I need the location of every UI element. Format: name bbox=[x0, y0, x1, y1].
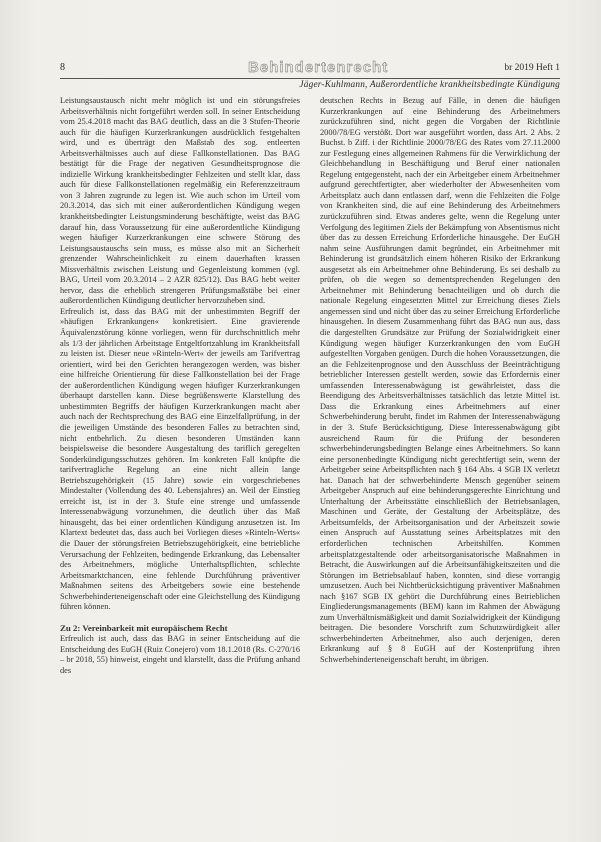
left-column bbox=[60, 96, 300, 677]
page-number: 8 bbox=[60, 62, 65, 73]
issue-label: br 2019 Heft 1 bbox=[504, 63, 560, 73]
section-heading: Zu 2: Vereinbarkeit mit europäischem Recht bbox=[60, 622, 228, 633]
article-running-title: Jäger-Kuhlmann, Außerordentliche krankheitsbedingte Kündigung bbox=[299, 80, 560, 90]
paragraph: deutschen Rechts in Bezug auf Fälle, in denen die häufigen Kurzerkrankungen auf eine Behinderung des Arbeitnehmers zurückzuführen sind, nicht gegen die Vorgaben der Richtlinie 2000/78/EG verstößt. Dort war ausgeführt worden, dass Art. 2 Abs. 2 Buchst. b Ziff. i der Richtlinie 2000/78/EG des Rates vom 27.11.2000 zur Festlegung eines allgemeinen Rahmens für die Verwirklichung der Gleichbehandlung in Beschäftigung und Beruf einer nationalen Regelung entgegensteht, nach der ein Arbeitgeber einem Arbeitnehmer aufgrund gerechtfertigter, aber wiederholter der Abwesenheiten vom Arbeitsplatz auch dann entlassen darf, wenn die Fehlzeiten die Folge von Krankheiten sind, die auf eine Behinderung des Arbeitnehmers zurückzuführen sind. Etwas anderes gelte, wenn die Regelung unter Verfolgung des legitimen Ziels der Bekämpfung von Absentismus nicht über das zu dessen Erreichung Erforderliche hinausgehe. Der EuGH nahm seine Ausführungen damit begründet, ein Arbeitnehmer mit Behinderung ist grundsätzlich einem höheren Risiko der Erkrankung ausgesetzt als ein Arbeitnehmer ohne Behinderung. Es sei deshalb zu prüfen, ob die wegen so dementsprechenden Regelungen den Arbeitnehmer mit Behinderung benachteiligen und ob durch die nationale Regelung eingesetzten Mittel zur Erreichung dieses Ziels angemessen sind und nicht über das zu seiner Erreichung Erforderliche hinausgehen. In diesem Zusammenhang führt das BAG nun aus, dass die dargestellten Grundsätze zur Prüfung der Sozialwidrigkeit einer Kündigung wegen häufiger Kurzerkrankungen den vom EuGH aufgestellten Vorgaben genügen. Durch die hohen Voraussetzungen, die an die Fehlzeitenprognose und den Ausschluss der Beeinträchtigung betrieblicher Interessen gestellt werden, sowie das Erfordernis einer umfassenden Interessenabwägung ist gewährleistet, dass die Beendigung des Arbeitsverhältnisses tatsächlich das letzte Mittel ist. Dass die Erkrankung eines Arbeitnehmers auf einer Schwerbehinderung beruht, findet im Rahmen der Interessenabwägung in der 3. Stufe Berücksichtigung. Diese Interessenabwägung gibt ausreichend Raum für die Prüfung der besonderen schwerbehinderungsbedingten Belange eines Arbeitnehmers. So kann eine personenbedingte Kündigung nicht gerechtfertigt sein, wenn der Arbeitgeber seine Arbeitspflichten nach § 164 Abs. 4 SGB IX verletzt hat. Danach hat der schwerbehinderte Mensch gegenüber seinem Arbeitgeber Anspruch auf eine behinderungsgerechte Einrichtung und Unterhaltung der Arbeitsstätte einschließlich der Betriebsanlagen, Maschinen und Geräte, der Gestaltung der Arbeitsplätze, des Arbeitsumfelds, der Arbeitsorganisation und der Arbeitszeit sowie einen Anspruch auf Ausstattung seines Arbeitsplatzes mit den erforderlichen technischen Arbeitshilfen. Kommen arbeitsplatzgestaltende oder arbeitsorganisatorische Maßnahmen in Betracht, die Auswirkungen auf die Arbeitsunfähigkeitszeiten und die Störungen im Betriebsablauf haben, konnten, sind diese vorrangig umzusetzen. Auch bei Nichtberücksichtigung präventiver Maßnahmen nach §167 SGB IX gehört die Durchführung eines Betrieblichen Eingliederungsmanagements (BEM) kann im Rahmen der Abwägung zum Unverhältnismäßigkeit und damit Sozialwidrigkeit der Kündigung beitragen. Die besondere Vorschrift zum Schutzwürdigkeit aller schwerbehinderten Arbeitnehmer, also auch derjenigen, deren Erkrankung auf § 8 EuGH auf der Kostenprüfung ihren Schwerbehinderteneigenschaft beruht, im übrigen. bbox=[320, 96, 560, 664]
paragraph: Leistungsaustausch nicht mehr möglich ist und ein störungsfreies Arbeitsverhältnis nicht fortgeführt werden soll. In seiner Entscheidung vom 25.4.2018 macht das BAG deutlich, dass an die 3 Stufen-Theorie auch für die häufigen Kurzerkrankungen ausdrücklich festgehalten wird, und es überträgt den Maßstab des sog. entleerten Arbeitsverhältnisses auch auf diese Fallkonstellationen. Das BAG bestätigt für die Frage der negativen Gesundheitsprognose die indizielle Wirkung krankheitsbedingter Fehlzeiten und stellt klar, dass auch für diese Fallkonstellationen regelmäßig ein Referenzzeitraum von 3 Jahren zugrunde zu legen ist. Wie auch schon im Urteil vom 20.3.2014, das sich mit einer außerordentlichen Kündigung wegen krankheitsbedingter Leistungsminderung beschäftigte, weist das BAG darauf hin, dass Voraussetzung für eine außerordentliche Kündigung wegen häufiger Kurzerkrankungen eine schwere Störung des Leistungsaustauschs sein muss, es müsse also mit an Sicherheit grenzender Wahrscheinlichkeit zu einem dauerhaften krassen Missverhältnis zwischen Leistung und Gegenleistung kommen (vgl. BAG, Urteil vom 20.3.2014 – 2 AZR 825/12). Das BAG hebt weiter hervor, dass die erheblich strengeren Prüfungsmaßstäbe bei einer außerordentlichen Kündigung deutlicher hervorzuheben sind. bbox=[60, 96, 300, 306]
paragraph: Erfreulich ist auch, dass das BAG in seiner Entscheidung auf die Entscheidung des EuGH (Ruiz Conejero) vom 18.1.2018 (Rs. C-270/16 – br 2018, 55) hinweist, eingeht und klarstellt, dass die Prüfung anhand des bbox=[60, 634, 300, 675]
page-header bbox=[60, 59, 560, 79]
right-column bbox=[320, 96, 560, 666]
journal-title: Behindertenrecht bbox=[248, 59, 389, 76]
paragraph: Erfreulich ist, dass das BAG mit der unbestimmten Begriff der »häufigen Erkrankungen« konkretisiert. Eine gravierende Äquivalenzstörung könne vorliegen, wenn für durchschnittlich mehr als 1/3 der jährlichen Arbeitstage Entgeltfortzahlung im Krankheitsfall zu leisten ist. Dieser neue »Rinteln-Wert« der jeweils am Tarifvertrag orientiert, wird bei den Gerichten herangezogen werden, was bisher eine hilfreiche Orientierung für diese Fallkonstellation bei der Frage der außerordentlichen Kündigung wegen häufiger Kurzerkrankungen überhaupt darstellen kann. Diese begrüßenswerte Klarstellung des unbestimmten Begriffs der häufigen Kurzerkrankungen macht aber auch nach der Rechtsprechung des BAG eine Einzelfallprüfung, in der die jeweiligen Umstände des besonderen Falles zu betrachten sind, nicht entbehrlich. Zu diesen besonderen Umständen kann beispielsweise die besondere Ausgestaltung des tariflich geregelten Sonderkündigungsschutzes gehören. Im konkreten Fall knüpfte die tarifvertragliche Regelung an eine nicht allein lange Betriebszugehörigkeit (15 Jahre) sowie ein vorgeschriebenes Mindestalter (Vollendung des 40. Lebensjahres) an. Weil der Einstieg erreicht ist, ist in der 3. Stufe eine strenge und umfassende Interessenabwägung vorzunehmen, die deutlich über das Maß hinausgeht, das bei einer ordentlichen Kündigung anzusetzen ist. Im Klartext bedeutet das, dass auch bei Vorliegen dieses »Rinteln-Werts« die Dauer der störungsfreien Betriebszugehörigkeit, eine betriebliche Verursachung der Fehlzeiten, bedingende Erkrankung, das Lebensalter des Arbeitnehmers, mögliche Unterhaltspflichten, schlechte Arbeitsmarktchancen, eine fehlende Durchführung präventiver Maßnahmen seitens des Arbeitgebers sowie eine bestehende Schwerbehinderteneigenschaft oder eine Gleichstellung des Kündigung führen können. bbox=[60, 306, 300, 612]
